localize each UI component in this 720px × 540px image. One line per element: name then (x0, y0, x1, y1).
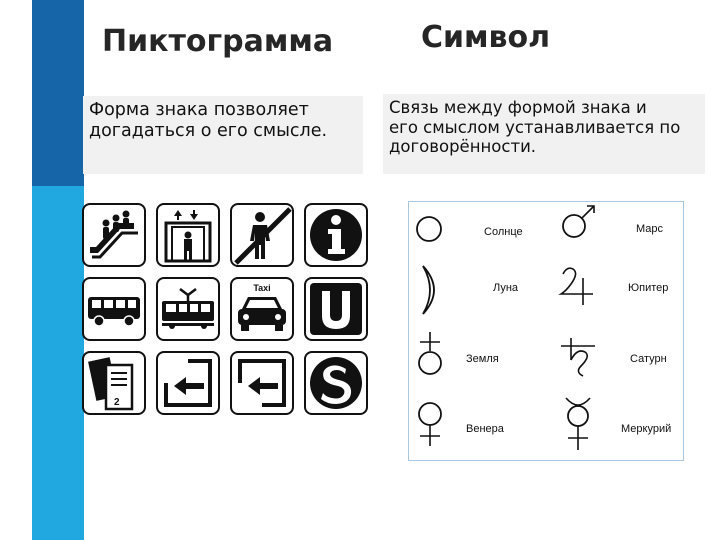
taxi-label: Taxi (253, 283, 271, 293)
jupiter-label: Юпитер (628, 282, 669, 294)
earth-label: Земля (466, 353, 499, 365)
pictogram-title: Пиктограмма (102, 24, 334, 59)
symbol-title: Символ (421, 20, 551, 55)
tickets-icon (82, 351, 146, 415)
mercury-symbol-icon (560, 396, 596, 452)
escalator-icon (82, 203, 146, 267)
jupiter-symbol-icon (557, 264, 597, 306)
mars-symbol-icon (559, 202, 599, 242)
symbol-description: Связь между формой знака и его смыслом устанавливается по договорённости. (383, 94, 705, 174)
mercury-label: Меркурий (621, 423, 672, 435)
taxi-icon (230, 277, 294, 341)
exit-arrow-icon (230, 351, 294, 415)
pictogram-description: Форма знака позволяет догадаться о его смысле. (83, 96, 363, 174)
s-bahn-icon (304, 351, 368, 415)
saturn-label: Сатурн (630, 353, 667, 365)
entrance-arrow-icon (156, 351, 220, 415)
elevator-icon (156, 203, 220, 267)
mars-label: Марс (636, 223, 664, 235)
moon-label: Луна (493, 282, 519, 294)
information-icon (304, 203, 368, 267)
ticket-number: 2 (114, 397, 120, 408)
moon-symbol-icon (417, 264, 447, 316)
sidebar-accent-dark (32, 0, 84, 186)
pictogram-grid (82, 203, 370, 415)
venus-label: Венера (466, 423, 504, 435)
saturn-symbol-icon (559, 336, 599, 378)
bus-icon (82, 277, 146, 341)
venus-symbol-icon (414, 400, 446, 448)
earth-symbol-icon (414, 330, 446, 378)
underground-icon (304, 277, 368, 341)
sun-label: Солнце (484, 226, 523, 238)
sun-symbol-icon (414, 214, 444, 244)
sidebar-accent-light (32, 186, 84, 540)
astronomical-symbols-panel (408, 201, 684, 461)
tram-icon (156, 277, 220, 341)
no-entry-person-icon (230, 203, 294, 267)
